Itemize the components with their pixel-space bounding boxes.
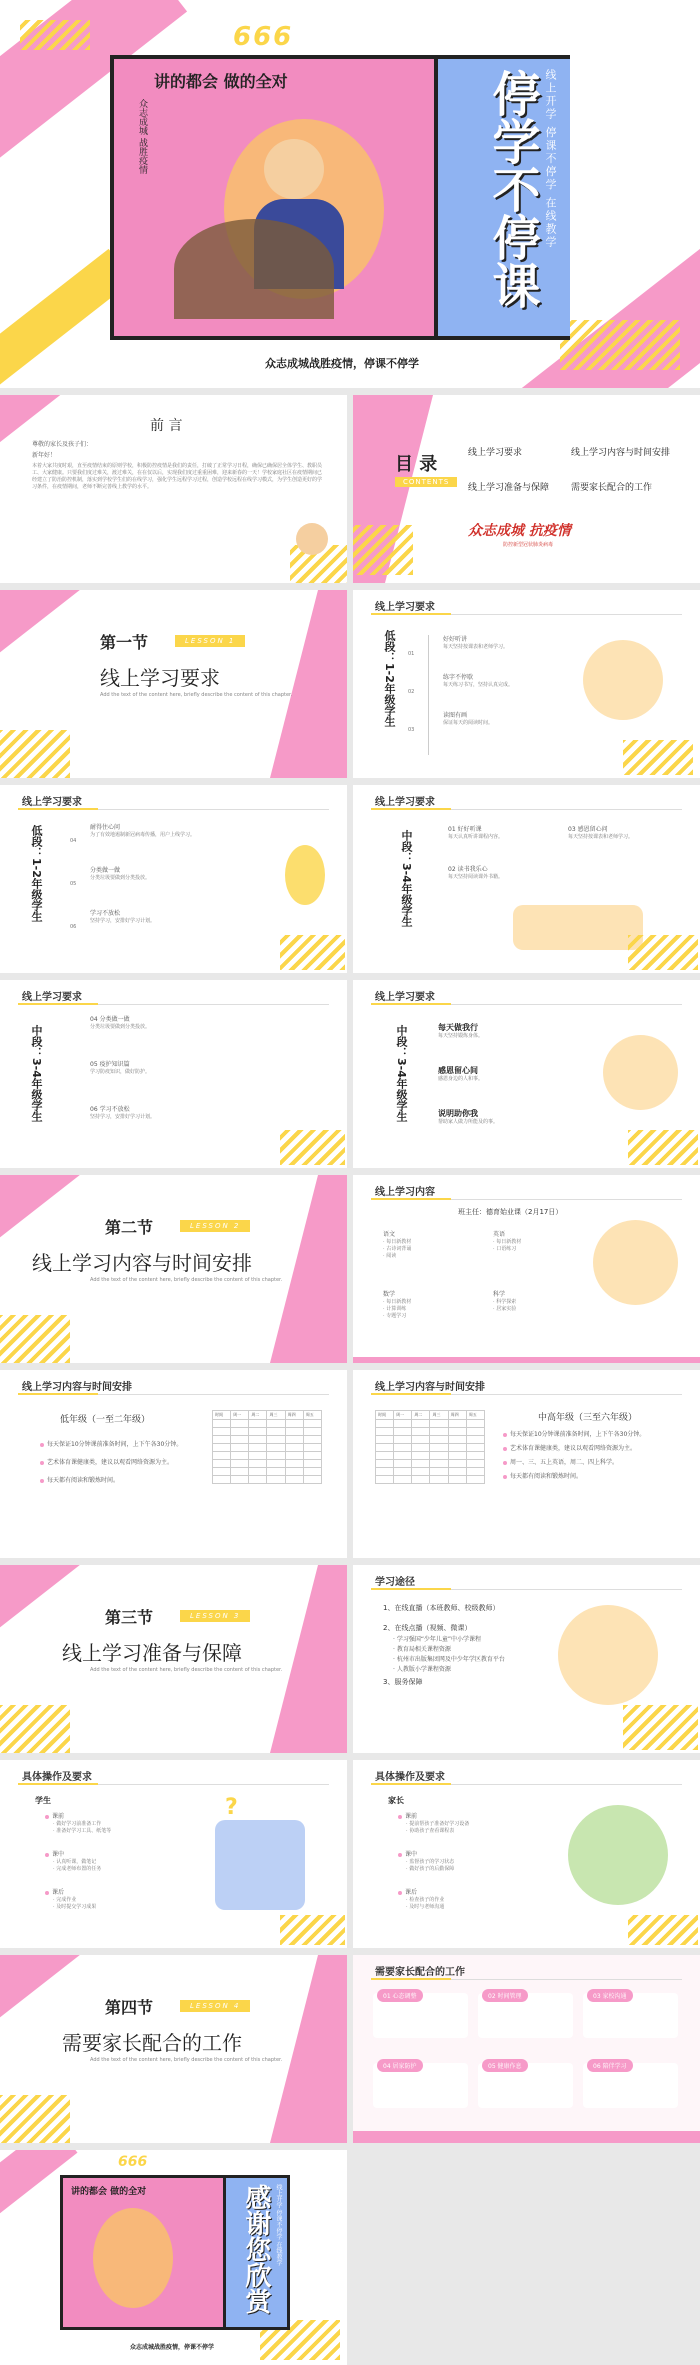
schedule-low-slide xyxy=(0,1370,347,1558)
sec1-num: 第一节 xyxy=(100,633,149,652)
req-item: 01 xyxy=(408,651,415,657)
reading-kid-illustration xyxy=(593,1220,678,1305)
sec3-num: 第三节 xyxy=(105,1608,154,1627)
section1-slide xyxy=(0,590,347,778)
parents-slide xyxy=(353,1955,700,2143)
who-label: 学生 xyxy=(35,1796,51,1805)
req-item: 02 xyxy=(408,689,415,695)
sec3-sub: Add the text of the content here, briefly describe the content of this chapter. xyxy=(90,1667,283,1673)
req-mid1-slide xyxy=(353,785,700,973)
end-frame xyxy=(60,2175,290,2330)
sec1-sub: Add the text of the content here, briefly describe the content of this chapter. xyxy=(100,692,293,698)
contents-title: 目 录 xyxy=(395,454,438,475)
header xyxy=(353,785,700,813)
header xyxy=(353,1370,700,1398)
parent-card: 06 陪伴学习 xyxy=(583,2063,678,2108)
family-illustration xyxy=(568,1805,668,1905)
parent-card: 01 心态调整 xyxy=(373,1993,468,2038)
path-slide xyxy=(353,1565,700,1753)
subject-group: 数学 · 每日新教材 · 计算训练 · 专题学习 xyxy=(383,1291,412,1319)
parent-card: 04 居家防护 xyxy=(373,2063,468,2108)
header xyxy=(0,785,347,813)
subject-group: 英语 · 每日新教材 · 口语练习 xyxy=(493,1231,522,1252)
section4-slide xyxy=(0,1955,347,2143)
req-item: 01 好好听课 每天认真听讲课程内容。 xyxy=(448,826,504,840)
sec2-num: 第二节 xyxy=(105,1218,154,1237)
contents-item-1[interactable]: 线上学习要求 xyxy=(468,448,523,458)
teacher-face xyxy=(264,139,324,199)
preface-title: 前 言 xyxy=(150,418,183,434)
ops-parent-slide xyxy=(353,1760,700,1948)
deco-666: 666 xyxy=(233,22,294,52)
header xyxy=(353,980,700,1008)
header-title: 线上学习要求 xyxy=(375,992,435,1003)
contents-en: CONTENTS xyxy=(395,477,457,487)
req-item: 耐得住心问 为了有效地遏制新冠病毒传播，用户上线学习。 xyxy=(90,824,196,838)
schedule-bullets: 每天保证10分钟课前准备时间，上下午各30分钟。 艺术体育课健康类，建议以观看网络资源为主。 每天都有阅读和锻炼时间。 xyxy=(40,1440,200,1486)
hill-shape xyxy=(174,219,334,319)
header xyxy=(0,980,347,1008)
header xyxy=(353,1565,700,1593)
cover-slogan: 讲的都会 做的全对 xyxy=(154,72,288,91)
section3-slide xyxy=(0,1565,347,1753)
cover-title: 停学不停课 xyxy=(484,69,540,309)
req-item: 读图有画 保证每天的阅读时间。 xyxy=(443,712,494,726)
sec4-sub: Add the text of the content here, briefly describe the content of this chapter. xyxy=(90,2057,283,2063)
teacher-illustration xyxy=(93,2208,173,2308)
stage-group: 课前 · 提前帮孩子准备好学习设备 · 协助孩子查看课程表 xyxy=(398,1812,469,1835)
contents-item-4[interactable]: 需要家长配合的工作 xyxy=(571,483,653,493)
parent-card: 03 家校沟通 xyxy=(583,1993,678,2038)
stamp-text: 众志成城 抗疫情 xyxy=(468,523,571,539)
grade-label: 低段：1-2年级学生 xyxy=(30,825,43,922)
kid-book-illustration xyxy=(558,1605,658,1705)
preface-line2: 新年好！ xyxy=(32,452,57,459)
kids-reading-illustration xyxy=(583,640,663,720)
sec4-lesson: LESSON 4 xyxy=(180,2000,250,2012)
parent-card: 05 健康作息 xyxy=(478,2063,573,2108)
cover-side-text: 众志成城 战胜疫情 xyxy=(137,99,147,174)
end-slide xyxy=(0,2150,347,2365)
header xyxy=(353,1955,700,1983)
req-low1-slide xyxy=(353,590,700,778)
grade-label: 中段：3-4年级学生 xyxy=(400,830,413,927)
header-title: 具体操作及要求 xyxy=(22,1772,92,1783)
req-item: 感恩留心间 感恩身边的人和事。 xyxy=(438,1066,484,1082)
grade-label: 低段：1-2年级学生 xyxy=(383,630,396,727)
sec2-sub: Add the text of the content here, briefly describe the content of this chapter. xyxy=(90,1277,283,1283)
stage-group: 课中 · 认真听课，做笔记 · 完成老师布置的任务 xyxy=(45,1850,101,1873)
subject-group: 科学 · 科学探索 · 居家实验 xyxy=(493,1291,517,1312)
section2-slide xyxy=(0,1175,347,1363)
end-title: 感谢您欣赏 xyxy=(241,2184,271,2314)
path-item: 1、在线直播（本班教师、校级教师） xyxy=(383,1604,500,1612)
cover-slide xyxy=(0,0,700,388)
schedule-table: 时间 周一 周二 周三 周四 周五 xyxy=(212,1410,322,1484)
header-title: 学习途径 xyxy=(375,1577,415,1588)
question-icon: ? xyxy=(225,1795,238,1820)
stamp-sub: 防控新型冠状肺炎病毒 xyxy=(503,542,554,548)
req-item: 说明助你我 帮助家人做力所能及的事。 xyxy=(438,1109,499,1125)
girl-illustration xyxy=(285,845,325,905)
cover-tagline: 众志成城战胜疫情，停课不停学 xyxy=(265,357,419,370)
cover-frame xyxy=(110,55,570,340)
req-item: 学习不放松 坚持学习，安排好学习计划。 xyxy=(90,910,156,924)
sec2-lesson: LESSON 2 xyxy=(180,1220,250,1232)
path-sub-list: · 学习强国“少年儿童”中小学课程 · 教育局相关课程资源 · 杭州市出版集团网及中少年学区教育平台 · 人教版小学课程资源 xyxy=(393,1636,505,1673)
req-item: 06 学习不放松 坚持学习，安排好学习计划。 xyxy=(90,1106,156,1120)
req-item: 06 xyxy=(70,924,77,930)
study-illustration xyxy=(513,905,643,950)
preface-body: 本着大家共度时艰，直至疫情结束的原则学校，积极防控疫情是我们的责任，打破了正常学习日程，确保已确保居全体学生、教职员工、大家健康。只要我们度过难关，渡过难关，在在仅以后，实现我们度过重重困难，迎来新春的一天！学校家庭社区在疫情期间已经建立了防治防控机制，落实到学校学生们的在线学习，强化学生远程学习过程，创造学校远程在线学习模式，为学生创造更好的学习条件，在疫情期间，老师不断完善线上教学的水平。 xyxy=(32,463,323,490)
stage-group: 课前 · 做好学习前准备工作 · 准备好学习工具、纸笔等 xyxy=(45,1812,111,1835)
stage-group: 课中 · 监督孩子的学习状态 · 做好孩子的后勤保障 xyxy=(398,1850,454,1873)
schedule-title: 中高年级（三至六年级） xyxy=(538,1413,638,1423)
subject-group: 语文 · 每日新教材 · 古诗词背诵 · 阅读 xyxy=(383,1231,412,1259)
req-item: 03 感恩留心问 每天坚持按课表和老师学习。 xyxy=(568,826,634,840)
header xyxy=(0,1760,347,1788)
abc-kid-illustration xyxy=(603,1035,678,1110)
header-title: 线上学习要求 xyxy=(22,797,82,808)
path-item: 2、在线点播（视频、微课） xyxy=(383,1624,472,1632)
header-title: 线上学习内容与时间安排 xyxy=(375,1382,485,1393)
header-title: 线上学习要求 xyxy=(375,797,435,808)
sec1-lesson: LESSON 1 xyxy=(175,635,245,647)
who-label: 家长 xyxy=(388,1796,404,1805)
header-title: 线上学习要求 xyxy=(22,992,82,1003)
req-item: 好好听讲 每天坚持按课表和老师学习。 xyxy=(443,636,509,650)
header-title: 线上学习内容 xyxy=(375,1187,435,1198)
header-title: 具体操作及要求 xyxy=(375,1772,445,1783)
student-desk-illustration xyxy=(215,1820,305,1910)
req-item: 每天做我行 每天坚持锻炼身体。 xyxy=(438,1023,484,1039)
req-item: 02 读书我乐心 每天坚持阅读课外书籍。 xyxy=(448,866,504,880)
end-666: 666 xyxy=(118,2154,148,2170)
class-note: 班主任：德育始业课（2月17日） xyxy=(458,1208,563,1216)
req-item: 05 xyxy=(70,881,77,887)
end-slogan: 讲的都会 做的全对 xyxy=(71,2187,147,2197)
sec1-title: 线上学习要求 xyxy=(100,666,220,690)
req-item: 练字不停歇 每天练习书写，坚持认真完成。 xyxy=(443,674,514,688)
path-item: 3、服务保障 xyxy=(383,1678,423,1686)
header-title: 需要家长配合的工作 xyxy=(375,1967,465,1978)
contents-item-2[interactable]: 线上学习内容与时间安排 xyxy=(571,448,671,458)
child-illustration xyxy=(296,523,328,555)
req-mid3-slide xyxy=(353,980,700,1168)
req-item: 04 xyxy=(70,838,77,844)
header xyxy=(353,590,700,618)
parent-card: 02 时间管理 xyxy=(478,1993,573,2038)
header xyxy=(353,1760,700,1788)
grade-label: 中段：3-4年级学生 xyxy=(395,1025,408,1122)
req-item: 04 分类做一做 分类垃圾要做到分类投放。 xyxy=(90,1016,151,1030)
preface-line1: 尊敬的家长及孩子们： xyxy=(32,441,93,448)
grade-label: 中段：3-4年级学生 xyxy=(30,1025,43,1122)
req-item: 05 疫护知识篇 学习防疫知识，做好防护。 xyxy=(90,1061,151,1075)
schedule-table: 时间 周一 周二 周三 周四 周五 xyxy=(375,1410,485,1484)
preface-slide xyxy=(0,395,347,583)
sec4-title: 需要家长配合的工作 xyxy=(62,2031,242,2055)
stage-group: 课后 · 完成作业 · 及时提交学习成果 xyxy=(45,1888,96,1911)
end-tagline: 众志成城战胜疫情，停课不停学 xyxy=(130,2344,215,2351)
contents-item-3[interactable]: 线上学习准备与保障 xyxy=(468,483,550,493)
ops-student-slide xyxy=(0,1760,347,1948)
header-title: 线上学习要求 xyxy=(375,602,435,613)
req-item: 03 xyxy=(408,727,415,733)
schedule-mid-slide xyxy=(353,1370,700,1558)
contents-slide xyxy=(353,395,700,583)
schedule-bullets: 每天保证10分钟课前准备时间，上下午各30分钟。 艺术体育课健康类，建议以观看网络资源为主。 周一、三、五上英语，周二、四上科学。 每天都有阅读和锻炼时间。 xyxy=(503,1430,688,1482)
header xyxy=(353,1175,700,1203)
req-low2-slide xyxy=(0,785,347,973)
content-slide xyxy=(353,1175,700,1363)
sec2-title: 线上学习内容与时间安排 xyxy=(32,1251,252,1275)
header xyxy=(0,1370,347,1398)
cover-vertical-sub: 线上开学 停课不停学 在线教学 xyxy=(544,69,557,249)
req-mid2-slide xyxy=(0,980,347,1168)
schedule-title: 低年级（一至二年级） xyxy=(60,1415,151,1425)
req-item: 分类做一做 分类垃圾要做到分类投放。 xyxy=(90,867,151,881)
sec3-lesson: LESSON 3 xyxy=(180,1610,250,1622)
stage-group: 课后 · 检查孩子的作业 · 及时与老师沟通 xyxy=(398,1888,444,1911)
sec4-num: 第四节 xyxy=(105,1998,154,2017)
header-title: 线上学习内容与时间安排 xyxy=(22,1382,132,1393)
end-vertical-sub: 线上开学 停课不停学 在线教学 xyxy=(275,2184,282,2266)
sec3-title: 线上学习准备与保障 xyxy=(62,1641,242,1665)
